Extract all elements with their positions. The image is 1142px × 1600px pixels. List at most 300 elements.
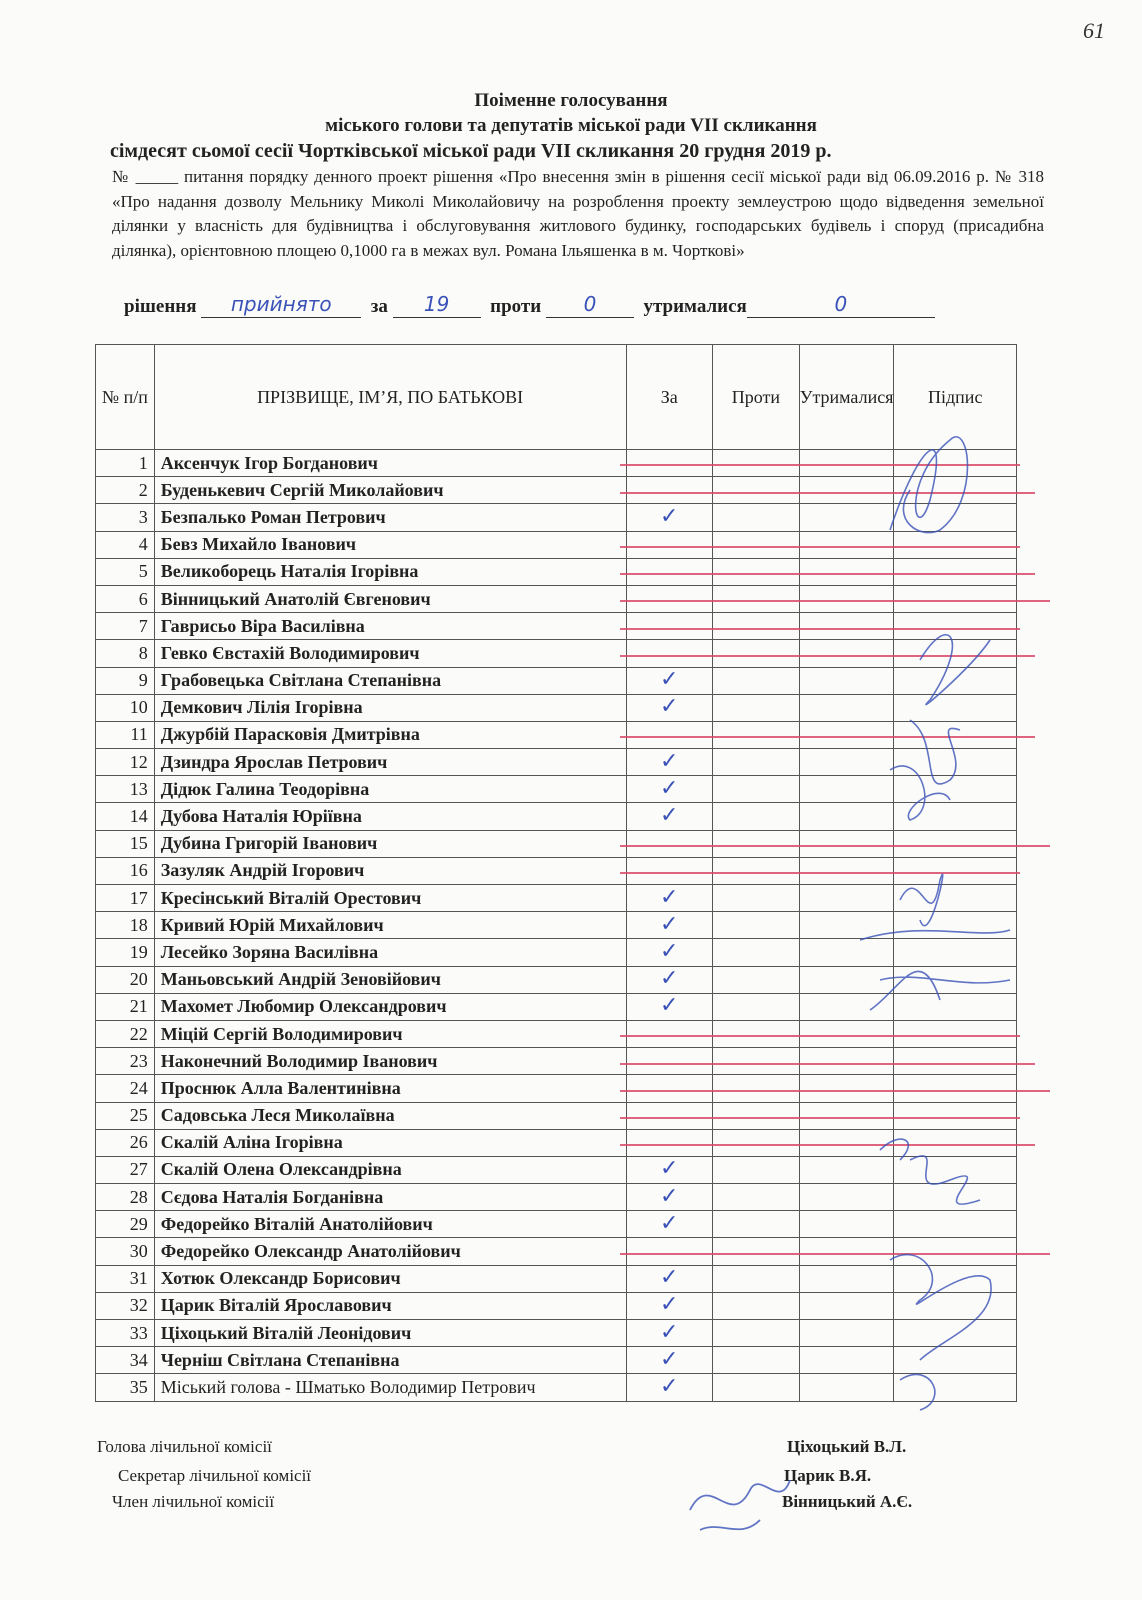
vote-against-cell <box>712 721 799 748</box>
table-row <box>96 1374 1017 1401</box>
check-mark-icon: ✓ <box>660 884 679 910</box>
table-row <box>96 1048 1017 1075</box>
table-row <box>96 939 1017 966</box>
vote-abstained-cell <box>799 966 894 993</box>
vote-against-cell <box>712 803 799 830</box>
check-mark-icon: ✓ <box>660 1319 679 1345</box>
page-number: 61 <box>1083 18 1105 43</box>
table-row <box>96 694 1017 721</box>
vote-abstained-cell <box>799 585 894 612</box>
member-name: Дубина Григорій Іванович <box>154 830 626 857</box>
decision-label: рішення <box>124 296 197 317</box>
document-title: Поіменне голосування <box>474 90 668 111</box>
check-mark-icon: ✓ <box>660 1373 679 1399</box>
member-label: Член лічильної комісії <box>112 1492 275 1511</box>
vote-for-cell <box>626 803 712 830</box>
vote-against-cell <box>712 1347 799 1374</box>
vote-for-cell <box>626 830 712 857</box>
row-number: 2 <box>96 477 155 504</box>
vote-for-cell <box>626 1102 712 1129</box>
vote-for-cell <box>626 939 712 966</box>
absence-strike-line <box>620 1144 1035 1146</box>
row-number: 29 <box>96 1211 155 1238</box>
check-mark-icon: ✓ <box>660 1346 679 1372</box>
absence-strike-line <box>620 1117 1020 1119</box>
member-name: Вінницький А.Є. <box>782 1492 913 1511</box>
row-number: 5 <box>96 558 155 585</box>
vote-for-cell <box>626 721 712 748</box>
vote-abstained-cell <box>799 1347 894 1374</box>
table-row <box>96 1292 1017 1319</box>
session-line: сімдесят сьомої сесії Чортківської міської ради VII скликання 20 грудня 2019 р. <box>110 140 832 162</box>
row-number: 28 <box>96 1184 155 1211</box>
document-subtitle: міського голови та депутатів міської ради VII скликання <box>325 115 817 136</box>
signature-cell <box>894 585 1017 612</box>
vote-against-cell <box>712 694 799 721</box>
member-name: Кривий Юрій Михайлович <box>154 912 626 939</box>
abstained-label: утрималися <box>643 296 747 317</box>
against-label: проти <box>490 296 542 317</box>
vote-for-cell <box>626 667 712 694</box>
vote-for-cell <box>626 1347 712 1374</box>
vote-abstained-cell <box>799 640 894 667</box>
vote-abstained-cell <box>799 450 894 477</box>
vote-abstained-cell <box>799 1320 894 1347</box>
header-signature: Підпис <box>894 345 1017 450</box>
signature-cell <box>894 694 1017 721</box>
vote-for-cell <box>626 1020 712 1047</box>
member-name: Лесейко Зоряна Василівна <box>154 939 626 966</box>
absence-strike-line <box>620 1035 1020 1037</box>
member-name: Міський голова - Шматько Володимир Петрович <box>154 1374 626 1401</box>
table-row <box>96 450 1017 477</box>
signature-cell <box>894 1129 1017 1156</box>
commission-signature <box>670 1450 800 1550</box>
member-name: Бевз Михайло Іванович <box>154 531 626 558</box>
abstained-count: 0 <box>747 295 935 318</box>
vote-for-cell <box>626 857 712 884</box>
row-number: 20 <box>96 966 155 993</box>
check-mark-icon: ✓ <box>660 938 679 964</box>
vote-against-cell <box>712 939 799 966</box>
signature-cell <box>894 1238 1017 1265</box>
vote-against-cell <box>712 1238 799 1265</box>
check-mark-icon: ✓ <box>660 1156 679 1182</box>
vote-against-cell <box>712 1374 799 1401</box>
member-name: Міцій Сергій Володимирович <box>154 1020 626 1047</box>
vote-for-cell <box>626 1211 712 1238</box>
signature-cell <box>894 1075 1017 1102</box>
absence-strike-line <box>620 1253 1050 1255</box>
agenda-subject: № _____ питання порядку денного проект рішення «Про внесення змін в рішення сесії міської ради від 06.09.2016 р. № 318 «Про надання дозволу Мельнику Миколі Миколайовичу на розроблення проекту землеустрою щодо відведення земельної ділянки у власність для будівництва і обслуговування житлового будинку, господарських будівель і споруд (присадибна ділянка), орієнтовною площею 0,1000 га в межах вул. Романа Ільяшенка в м. Чорткові» <box>112 167 1044 260</box>
absence-strike-line <box>620 464 1020 466</box>
vote-against-cell <box>712 585 799 612</box>
vote-against-cell <box>712 857 799 884</box>
table-row <box>96 504 1017 531</box>
header-abstained: Утрималися <box>799 345 894 450</box>
member-name: Гаврисьо Віра Василівна <box>154 613 626 640</box>
vote-for-cell <box>626 694 712 721</box>
vote-against-cell <box>712 1292 799 1319</box>
signature-cell <box>894 1020 1017 1047</box>
row-number: 19 <box>96 939 155 966</box>
signature-cell <box>894 776 1017 803</box>
vote-abstained-cell <box>799 1156 894 1183</box>
absence-strike-line <box>620 1063 1035 1065</box>
signature-cell <box>894 749 1017 776</box>
member-name: Сєдова Наталія Богданівна <box>154 1184 626 1211</box>
decision-value: прийнято <box>201 295 361 318</box>
member-name: Дзиндра Ярослав Петрович <box>154 749 626 776</box>
row-number: 8 <box>96 640 155 667</box>
member-name: Демкович Лілія Ігорівна <box>154 694 626 721</box>
row-number: 6 <box>96 585 155 612</box>
vote-abstained-cell <box>799 1265 894 1292</box>
vote-for-cell <box>626 1156 712 1183</box>
signature-cell <box>894 830 1017 857</box>
signature-cell <box>894 1320 1017 1347</box>
signature-cell <box>894 640 1017 667</box>
table-row <box>96 558 1017 585</box>
signature-cell <box>894 993 1017 1020</box>
table-row <box>96 613 1017 640</box>
vote-abstained-cell <box>799 694 894 721</box>
row-number: 4 <box>96 531 155 558</box>
table-row <box>96 857 1017 884</box>
table-header-row <box>96 345 1017 450</box>
vote-against-cell <box>712 749 799 776</box>
vote-abstained-cell <box>799 558 894 585</box>
vote-for-cell <box>626 1075 712 1102</box>
signature-cell <box>894 1292 1017 1319</box>
vote-against-cell <box>712 830 799 857</box>
vote-against-cell <box>712 1265 799 1292</box>
vote-against-cell <box>712 993 799 1020</box>
absence-strike-line <box>620 845 1050 847</box>
vote-against-cell <box>712 966 799 993</box>
vote-abstained-cell <box>799 857 894 884</box>
vote-for-cell <box>626 477 712 504</box>
vote-for-cell <box>626 1238 712 1265</box>
table-row <box>96 1020 1017 1047</box>
check-mark-icon: ✓ <box>660 1210 679 1236</box>
vote-against-cell <box>712 1320 799 1347</box>
vote-against-cell <box>712 450 799 477</box>
member-name: Царик Віталій Ярославович <box>154 1292 626 1319</box>
table-row <box>96 966 1017 993</box>
table-row <box>96 776 1017 803</box>
signature-cell <box>894 1048 1017 1075</box>
signature-cell <box>894 477 1017 504</box>
chair-label: Голова лічильної комісії <box>97 1437 272 1456</box>
vote-for-cell <box>626 1374 712 1401</box>
check-mark-icon: ✓ <box>660 993 679 1019</box>
absence-strike-line <box>620 573 1035 575</box>
row-number: 18 <box>96 912 155 939</box>
vote-against-cell <box>712 667 799 694</box>
member-name: Хотюк Олександр Борисович <box>154 1265 626 1292</box>
member-name: Великоборець Наталія Ігорівна <box>154 558 626 585</box>
table-row <box>96 585 1017 612</box>
row-number: 33 <box>96 1320 155 1347</box>
row-number: 3 <box>96 504 155 531</box>
table-row <box>96 1129 1017 1156</box>
signature-cell <box>894 912 1017 939</box>
vote-abstained-cell <box>799 803 894 830</box>
signature-cell <box>894 1374 1017 1401</box>
member-name: Маньовський Андрій Зеновійович <box>154 966 626 993</box>
row-number: 21 <box>96 993 155 1020</box>
member-name: Гевко Євстахій Володимирович <box>154 640 626 667</box>
row-number: 32 <box>96 1292 155 1319</box>
row-number: 27 <box>96 1156 155 1183</box>
table-row <box>96 1075 1017 1102</box>
member-name: Скалій Аліна Ігорівна <box>154 1129 626 1156</box>
row-number: 10 <box>96 694 155 721</box>
check-mark-icon: ✓ <box>660 803 679 829</box>
table-row <box>96 477 1017 504</box>
vote-abstained-cell <box>799 885 894 912</box>
member-name: Наконечний Володимир Іванович <box>154 1048 626 1075</box>
row-number: 26 <box>96 1129 155 1156</box>
signature-cell <box>894 1265 1017 1292</box>
absence-strike-line <box>620 628 1020 630</box>
vote-abstained-cell <box>799 912 894 939</box>
table-row <box>96 1347 1017 1374</box>
signature-cell <box>894 857 1017 884</box>
for-label: за <box>370 296 388 317</box>
vote-for-cell <box>626 776 712 803</box>
signature-cell <box>894 1211 1017 1238</box>
vote-abstained-cell <box>799 939 894 966</box>
vote-for-cell <box>626 1292 712 1319</box>
absence-strike-line <box>620 655 1035 657</box>
secretary-label: Секретар лічильної комісії <box>118 1466 312 1485</box>
row-number: 22 <box>96 1020 155 1047</box>
vote-for-cell <box>626 1320 712 1347</box>
header-against: Проти <box>712 345 799 450</box>
row-number: 24 <box>96 1075 155 1102</box>
vote-abstained-cell <box>799 721 894 748</box>
vote-for-cell <box>626 1265 712 1292</box>
vote-against-cell <box>712 613 799 640</box>
absence-strike-line <box>620 546 1020 548</box>
vote-for-cell <box>626 749 712 776</box>
signature-cell <box>894 667 1017 694</box>
table-row <box>96 1102 1017 1129</box>
table-row <box>96 993 1017 1020</box>
check-mark-icon: ✓ <box>660 966 679 992</box>
vote-abstained-cell <box>799 993 894 1020</box>
vote-abstained-cell <box>799 1102 894 1129</box>
row-number: 12 <box>96 749 155 776</box>
secretary-name: Царик В.Я. <box>784 1466 872 1485</box>
absence-strike-line <box>620 492 1035 494</box>
header-num: № п/п <box>96 345 155 450</box>
vote-abstained-cell <box>799 613 894 640</box>
table-row <box>96 749 1017 776</box>
vote-against-cell <box>712 504 799 531</box>
vote-against-cell <box>712 1020 799 1047</box>
member-name: Джурбій Парасковія Дмитрівна <box>154 721 626 748</box>
signature-cell <box>894 531 1017 558</box>
signature-cell <box>894 558 1017 585</box>
row-number: 34 <box>96 1347 155 1374</box>
row-number: 7 <box>96 613 155 640</box>
absence-strike-line <box>620 872 1020 874</box>
vote-for-cell <box>626 450 712 477</box>
vote-abstained-cell <box>799 1211 894 1238</box>
vote-for-cell <box>626 585 712 612</box>
table-row <box>96 885 1017 912</box>
absence-strike-line <box>620 600 1050 602</box>
member-name: Вінницький Анатолій Євгенович <box>154 585 626 612</box>
vote-abstained-cell <box>799 477 894 504</box>
chair-name: Ціхоцький В.Л. <box>787 1437 907 1456</box>
vote-abstained-cell <box>799 1374 894 1401</box>
vote-abstained-cell <box>799 830 894 857</box>
vote-against-cell <box>712 1048 799 1075</box>
signature-cell <box>894 939 1017 966</box>
signature-cell <box>894 1184 1017 1211</box>
member-name: Дубова Наталія Юріївна <box>154 803 626 830</box>
row-number: 23 <box>96 1048 155 1075</box>
member-name: Кресінський Віталій Орестович <box>154 885 626 912</box>
vote-abstained-cell <box>799 776 894 803</box>
member-name: Чернiш Світлана Степанівна <box>154 1347 626 1374</box>
member-name: Аксенчук Ігор Богданович <box>154 450 626 477</box>
table-row <box>96 667 1017 694</box>
vote-for-cell <box>626 613 712 640</box>
vote-for-cell <box>626 640 712 667</box>
table-row <box>96 721 1017 748</box>
vote-for-cell <box>626 993 712 1020</box>
check-mark-icon: ✓ <box>660 1265 679 1291</box>
decision-line <box>124 292 935 318</box>
vote-for-cell <box>626 504 712 531</box>
vote-against-cell <box>712 558 799 585</box>
vote-abstained-cell <box>799 1292 894 1319</box>
table-row <box>96 912 1017 939</box>
member-name: Федорейко Олександр Анатолійович <box>154 1238 626 1265</box>
check-mark-icon: ✓ <box>660 911 679 937</box>
absence-strike-line <box>620 736 1035 738</box>
row-number: 25 <box>96 1102 155 1129</box>
vote-against-cell <box>712 776 799 803</box>
vote-abstained-cell <box>799 531 894 558</box>
row-number: 35 <box>96 1374 155 1401</box>
vote-abstained-cell <box>799 1238 894 1265</box>
table-row <box>96 1211 1017 1238</box>
vote-against-cell <box>712 1184 799 1211</box>
member-name: Федорейко Віталій Анатолійович <box>154 1211 626 1238</box>
member-name: Зазуляк Андрій Ігорович <box>154 857 626 884</box>
row-number: 13 <box>96 776 155 803</box>
signature-cell <box>894 966 1017 993</box>
signature-cell <box>894 450 1017 477</box>
table-row <box>96 803 1017 830</box>
signature-cell <box>894 504 1017 531</box>
table-row <box>96 531 1017 558</box>
vote-abstained-cell <box>799 1075 894 1102</box>
vote-against-cell <box>712 1129 799 1156</box>
vote-abstained-cell <box>799 667 894 694</box>
vote-abstained-cell <box>799 749 894 776</box>
vote-for-cell <box>626 912 712 939</box>
member-name: Безпалько Роман Петрович <box>154 504 626 531</box>
table-row <box>96 1238 1017 1265</box>
check-mark-icon: ✓ <box>660 667 679 693</box>
absence-strike-line <box>620 1090 1050 1092</box>
table-row <box>96 1265 1017 1292</box>
member-name: Скалій Олена Олександрівна <box>154 1156 626 1183</box>
signature-cell <box>894 803 1017 830</box>
vote-for-cell <box>626 885 712 912</box>
vote-for-cell <box>626 531 712 558</box>
table-row <box>96 1156 1017 1183</box>
check-mark-icon: ✓ <box>660 1183 679 1209</box>
against-count: 0 <box>546 295 634 318</box>
row-number: 16 <box>96 857 155 884</box>
vote-against-cell <box>712 531 799 558</box>
check-mark-icon: ✓ <box>660 775 679 801</box>
row-number: 31 <box>96 1265 155 1292</box>
member-name: Махомет Любомир Олександрович <box>154 993 626 1020</box>
vote-abstained-cell <box>799 1129 894 1156</box>
row-number: 14 <box>96 803 155 830</box>
check-mark-icon: ✓ <box>660 748 679 774</box>
member-name: Буденькевич Сергій Миколайович <box>154 477 626 504</box>
check-mark-icon: ✓ <box>660 503 679 529</box>
vote-abstained-cell <box>799 1020 894 1047</box>
vote-abstained-cell <box>799 1184 894 1211</box>
vote-against-cell <box>712 1102 799 1129</box>
row-number: 15 <box>96 830 155 857</box>
row-number: 17 <box>96 885 155 912</box>
member-name: Дідюк Галина Теодорівна <box>154 776 626 803</box>
vote-for-cell <box>626 558 712 585</box>
vote-against-cell <box>712 1211 799 1238</box>
vote-for-cell <box>626 1129 712 1156</box>
header-for: За <box>626 345 712 450</box>
check-mark-icon: ✓ <box>660 1292 679 1318</box>
vote-against-cell <box>712 640 799 667</box>
member-name: Проснюк Алла Валентинівна <box>154 1075 626 1102</box>
table-row <box>96 1184 1017 1211</box>
row-number: 9 <box>96 667 155 694</box>
member-name: Грабовецька Світлана Степанівна <box>154 667 626 694</box>
signature-cell <box>894 1156 1017 1183</box>
vote-against-cell <box>712 912 799 939</box>
vote-against-cell <box>712 885 799 912</box>
for-count: 19 <box>393 295 481 318</box>
table-row <box>96 1320 1017 1347</box>
vote-against-cell <box>712 1075 799 1102</box>
signature-cell <box>894 1347 1017 1374</box>
table-row <box>96 830 1017 857</box>
vote-for-cell <box>626 1184 712 1211</box>
signature-cell <box>894 721 1017 748</box>
row-number: 1 <box>96 450 155 477</box>
header-name: ПРІЗВИЩЕ, ІМ’Я, ПО БАТЬКОВІ <box>154 345 626 450</box>
vote-abstained-cell <box>799 1048 894 1075</box>
check-mark-icon: ✓ <box>660 694 679 720</box>
signature-cell <box>894 613 1017 640</box>
vote-abstained-cell <box>799 504 894 531</box>
vote-against-cell <box>712 477 799 504</box>
vote-for-cell <box>626 1048 712 1075</box>
member-name: Ціхоцький Віталій Леонідович <box>154 1320 626 1347</box>
